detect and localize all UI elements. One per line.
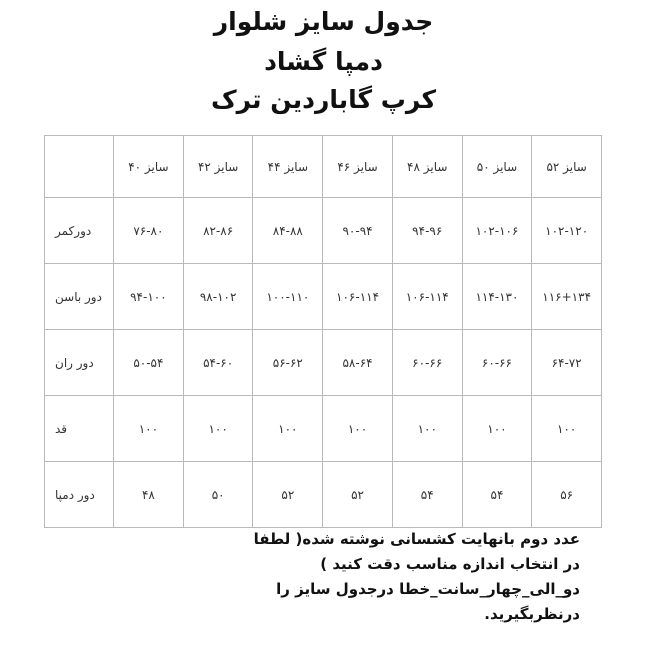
row-label: دور دمپا bbox=[45, 462, 114, 528]
table-cell: ۵۰ bbox=[183, 462, 253, 528]
table-cell: ۸۴-۸۸ bbox=[253, 198, 323, 264]
note-line-1: عدد دوم بانهایت کشسانی نوشته شده( لطفا bbox=[253, 530, 580, 548]
column-header: سایز ۴۴ bbox=[253, 136, 323, 198]
table-cell: ۱۰۶-۱۱۴ bbox=[392, 264, 462, 330]
row-label: قد bbox=[45, 396, 114, 462]
table-cell: ۵۶-۶۲ bbox=[253, 330, 323, 396]
size-table bbox=[44, 135, 602, 528]
table-cell: ۱۰۰ bbox=[392, 396, 462, 462]
table-cell: ۱۰۰ bbox=[253, 396, 323, 462]
title-line-3: کرپ گاباردین ترک bbox=[211, 85, 436, 114]
table-cell: ۱۰۰ bbox=[323, 396, 393, 462]
column-header: سایز ۴۸ bbox=[392, 136, 462, 198]
table-cell: ۹۴-۹۶ bbox=[392, 198, 462, 264]
column-header: سایز ۴۲ bbox=[183, 136, 253, 198]
table-row bbox=[45, 462, 602, 528]
table-corner-cell bbox=[45, 136, 114, 198]
table-cell: ۶۴-۷۲ bbox=[532, 330, 602, 396]
title-line-2: دمپا گشاد bbox=[264, 47, 383, 76]
table-cell: ۵۴-۶۰ bbox=[183, 330, 253, 396]
row-label: دورکمر bbox=[45, 198, 114, 264]
table-cell: ۴۸ bbox=[114, 462, 184, 528]
table-cell: ۹۴-۱۰۰ bbox=[114, 264, 184, 330]
table-cell: ۱۰۰ bbox=[114, 396, 184, 462]
table-cell: ۵۴ bbox=[392, 462, 462, 528]
row-label: دور باسن bbox=[45, 264, 114, 330]
note-line-4: درنظربگیرید. bbox=[484, 605, 580, 623]
table-cell: ۱۰۰ bbox=[183, 396, 253, 462]
table-cell: ۵۰-۵۴ bbox=[114, 330, 184, 396]
table-cell: ۱۱۶+۱۳۴ bbox=[532, 264, 602, 330]
table-cell: ۱۰۲-۱۰۶ bbox=[462, 198, 532, 264]
table-cell: ۱۰۰-۱۱۰ bbox=[253, 264, 323, 330]
column-header: سایز ۴۰ bbox=[114, 136, 184, 198]
table-row bbox=[45, 198, 602, 264]
table-cell: ۵۲ bbox=[323, 462, 393, 528]
note-line-2: در انتخاب اندازه مناسب دقت کنید ) bbox=[320, 555, 580, 573]
size-table-container bbox=[44, 135, 602, 524]
table-row bbox=[45, 396, 602, 462]
table-cell: ۱۰۰ bbox=[462, 396, 532, 462]
column-header: سایز ۴۶ bbox=[323, 136, 393, 198]
table-cell: ۹۰-۹۴ bbox=[323, 198, 393, 264]
table-cell: ۵۲ bbox=[253, 462, 323, 528]
row-label: دور ران bbox=[45, 330, 114, 396]
table-cell: ۱۰۶-۱۱۴ bbox=[323, 264, 393, 330]
table-cell: ۷۶-۸۰ bbox=[114, 198, 184, 264]
title-line-1: جدول سایز شلوار bbox=[213, 7, 434, 36]
column-header: سایز ۵۰ bbox=[462, 136, 532, 198]
table-cell: ۹۸-۱۰۲ bbox=[183, 264, 253, 330]
column-header: سایز ۵۲ bbox=[532, 136, 602, 198]
table-cell: ۶۰-۶۶ bbox=[462, 330, 532, 396]
table-row bbox=[45, 330, 602, 396]
table-row bbox=[45, 264, 602, 330]
table-cell: ۱۰۲-۱۲۰ bbox=[532, 198, 602, 264]
note-line-3: دو_الی_چهار_سانت_خطا درجدول سایز را bbox=[276, 580, 580, 598]
table-cell: ۶۰-۶۶ bbox=[392, 330, 462, 396]
table-cell: ۵۴ bbox=[462, 462, 532, 528]
table-cell: ۱۰۰ bbox=[532, 396, 602, 462]
table-cell: ۵۸-۶۴ bbox=[323, 330, 393, 396]
table-cell: ۱۱۴-۱۳۰ bbox=[462, 264, 532, 330]
table-cell: ۵۶ bbox=[532, 462, 602, 528]
table-cell: ۸۲-۸۶ bbox=[183, 198, 253, 264]
table-header-row bbox=[45, 136, 602, 198]
sizing-note bbox=[170, 527, 580, 627]
